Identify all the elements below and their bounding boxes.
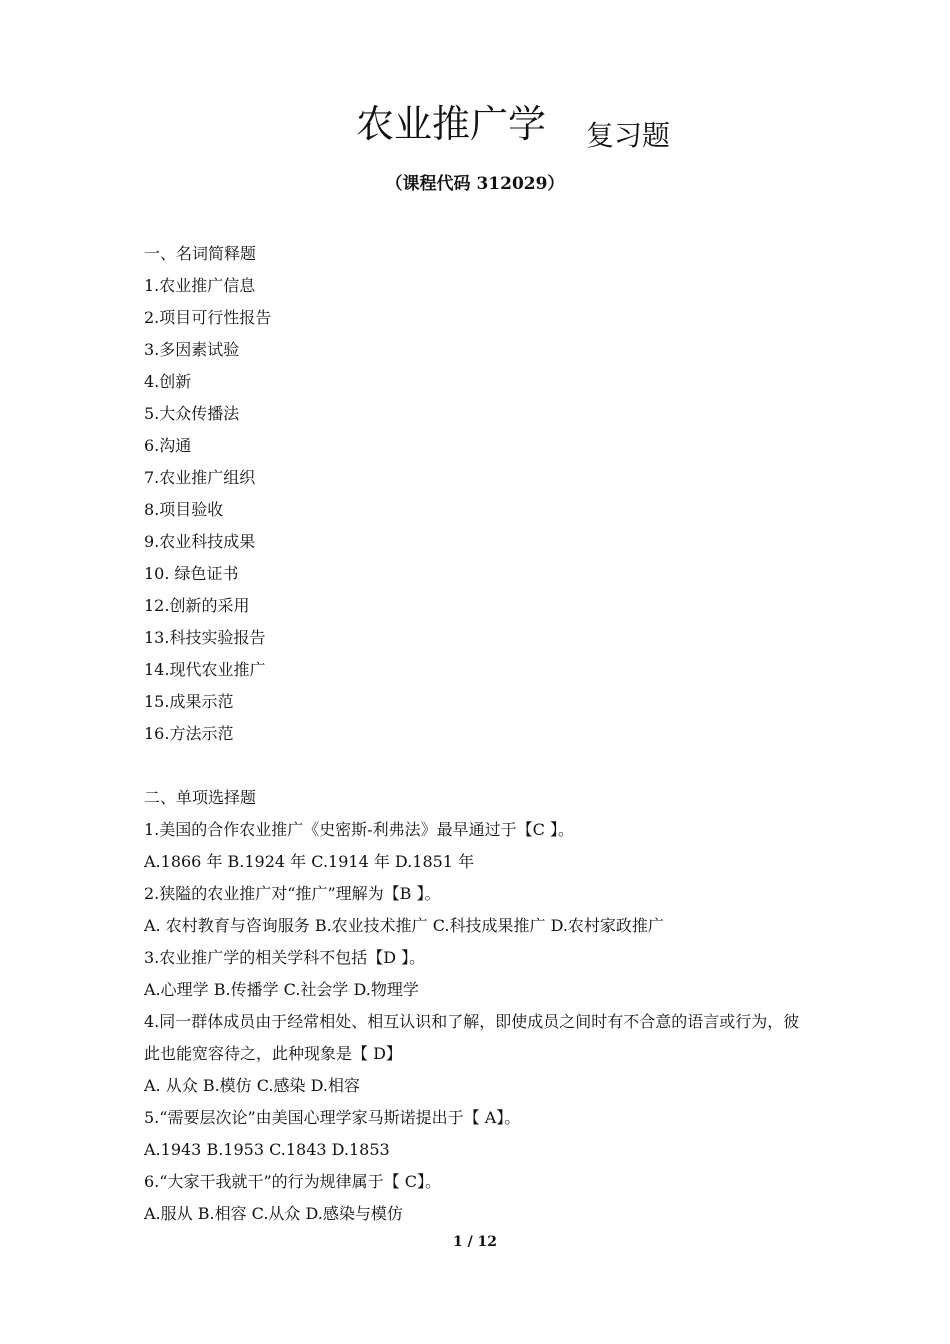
question-list	[144, 814, 814, 1230]
list-item: 2.项目可行性报告	[144, 308, 272, 327]
question-text: 5.“需要层次论”由美国心理学家马斯诺提出于【 A】。	[144, 1108, 521, 1127]
question-options: A.1943 B.1953 C.1843 D.1853	[144, 1140, 390, 1159]
question-options: A.1866 年 B.1924 年 C.1914 年 D.1851 年	[144, 852, 475, 871]
list-item: 4.创新	[144, 372, 192, 391]
question-text: 1.美国的合作农业推广《史密斯-利弗法》最早通过于【C 】。	[144, 820, 575, 839]
list-item: 13.科技实验报告	[144, 628, 266, 647]
list-item: 6.沟通	[144, 436, 192, 455]
section-heading-1: 一、名词简释题	[144, 244, 257, 263]
list-item: 15.成果示范	[144, 692, 234, 711]
list-item: 1.农业推广信息	[144, 276, 256, 295]
question-options: A.心理学 B.传播学 C.社会学 D.物理学	[144, 980, 419, 999]
question-text: 4.同一群体成员由于经常相处、相互认识和了解，即使成员之间时有不合意的语言或行为，彼此也能宽容待之，此种现象是【 D】	[144, 1012, 800, 1063]
list-item: 8.项目验收	[144, 500, 224, 519]
document-title	[0, 100, 950, 160]
question-options: A. 从众 B.模仿 C.感染 D.相容	[144, 1076, 360, 1095]
list-item: 14.现代农业推广	[144, 660, 266, 679]
question-options: A.服从 B.相容 C.从众 D.感染与模仿	[144, 1204, 403, 1223]
list-item: 3.多因素试验	[144, 340, 240, 359]
course-code: （课程代码 312029）	[385, 174, 565, 194]
list-item: 16.方法示范	[144, 724, 234, 743]
title-main: 农业推广学	[356, 102, 547, 146]
question-text: 3.农业推广学的相关学科不包括【D 】。	[144, 948, 426, 967]
list-item: 7.农业推广组织	[144, 468, 256, 487]
list-item: 10. 绿色证书	[144, 564, 239, 583]
list-item: 12.创新的采用	[144, 596, 250, 615]
list-item: 5.大众传播法	[144, 404, 240, 423]
term-list	[144, 270, 814, 750]
page-number: 1 / 12	[452, 1234, 498, 1250]
document-body	[144, 238, 814, 1230]
list-item: 9.农业科技成果	[144, 532, 256, 551]
section-gap	[144, 750, 814, 782]
question-options: A. 农村教育与咨询服务 B.农业技术推广 C.科技成果推广 D.农村家政推广	[144, 916, 664, 935]
question-text: 6.“大家干我就干”的行为规律属于【 C】。	[144, 1172, 441, 1191]
title-sub: 复习题	[586, 119, 671, 152]
section-heading-2: 二、单项选择题	[144, 788, 257, 807]
question-text: 2.狭隘的农业推广对“推广”理解为【B 】。	[144, 884, 441, 903]
